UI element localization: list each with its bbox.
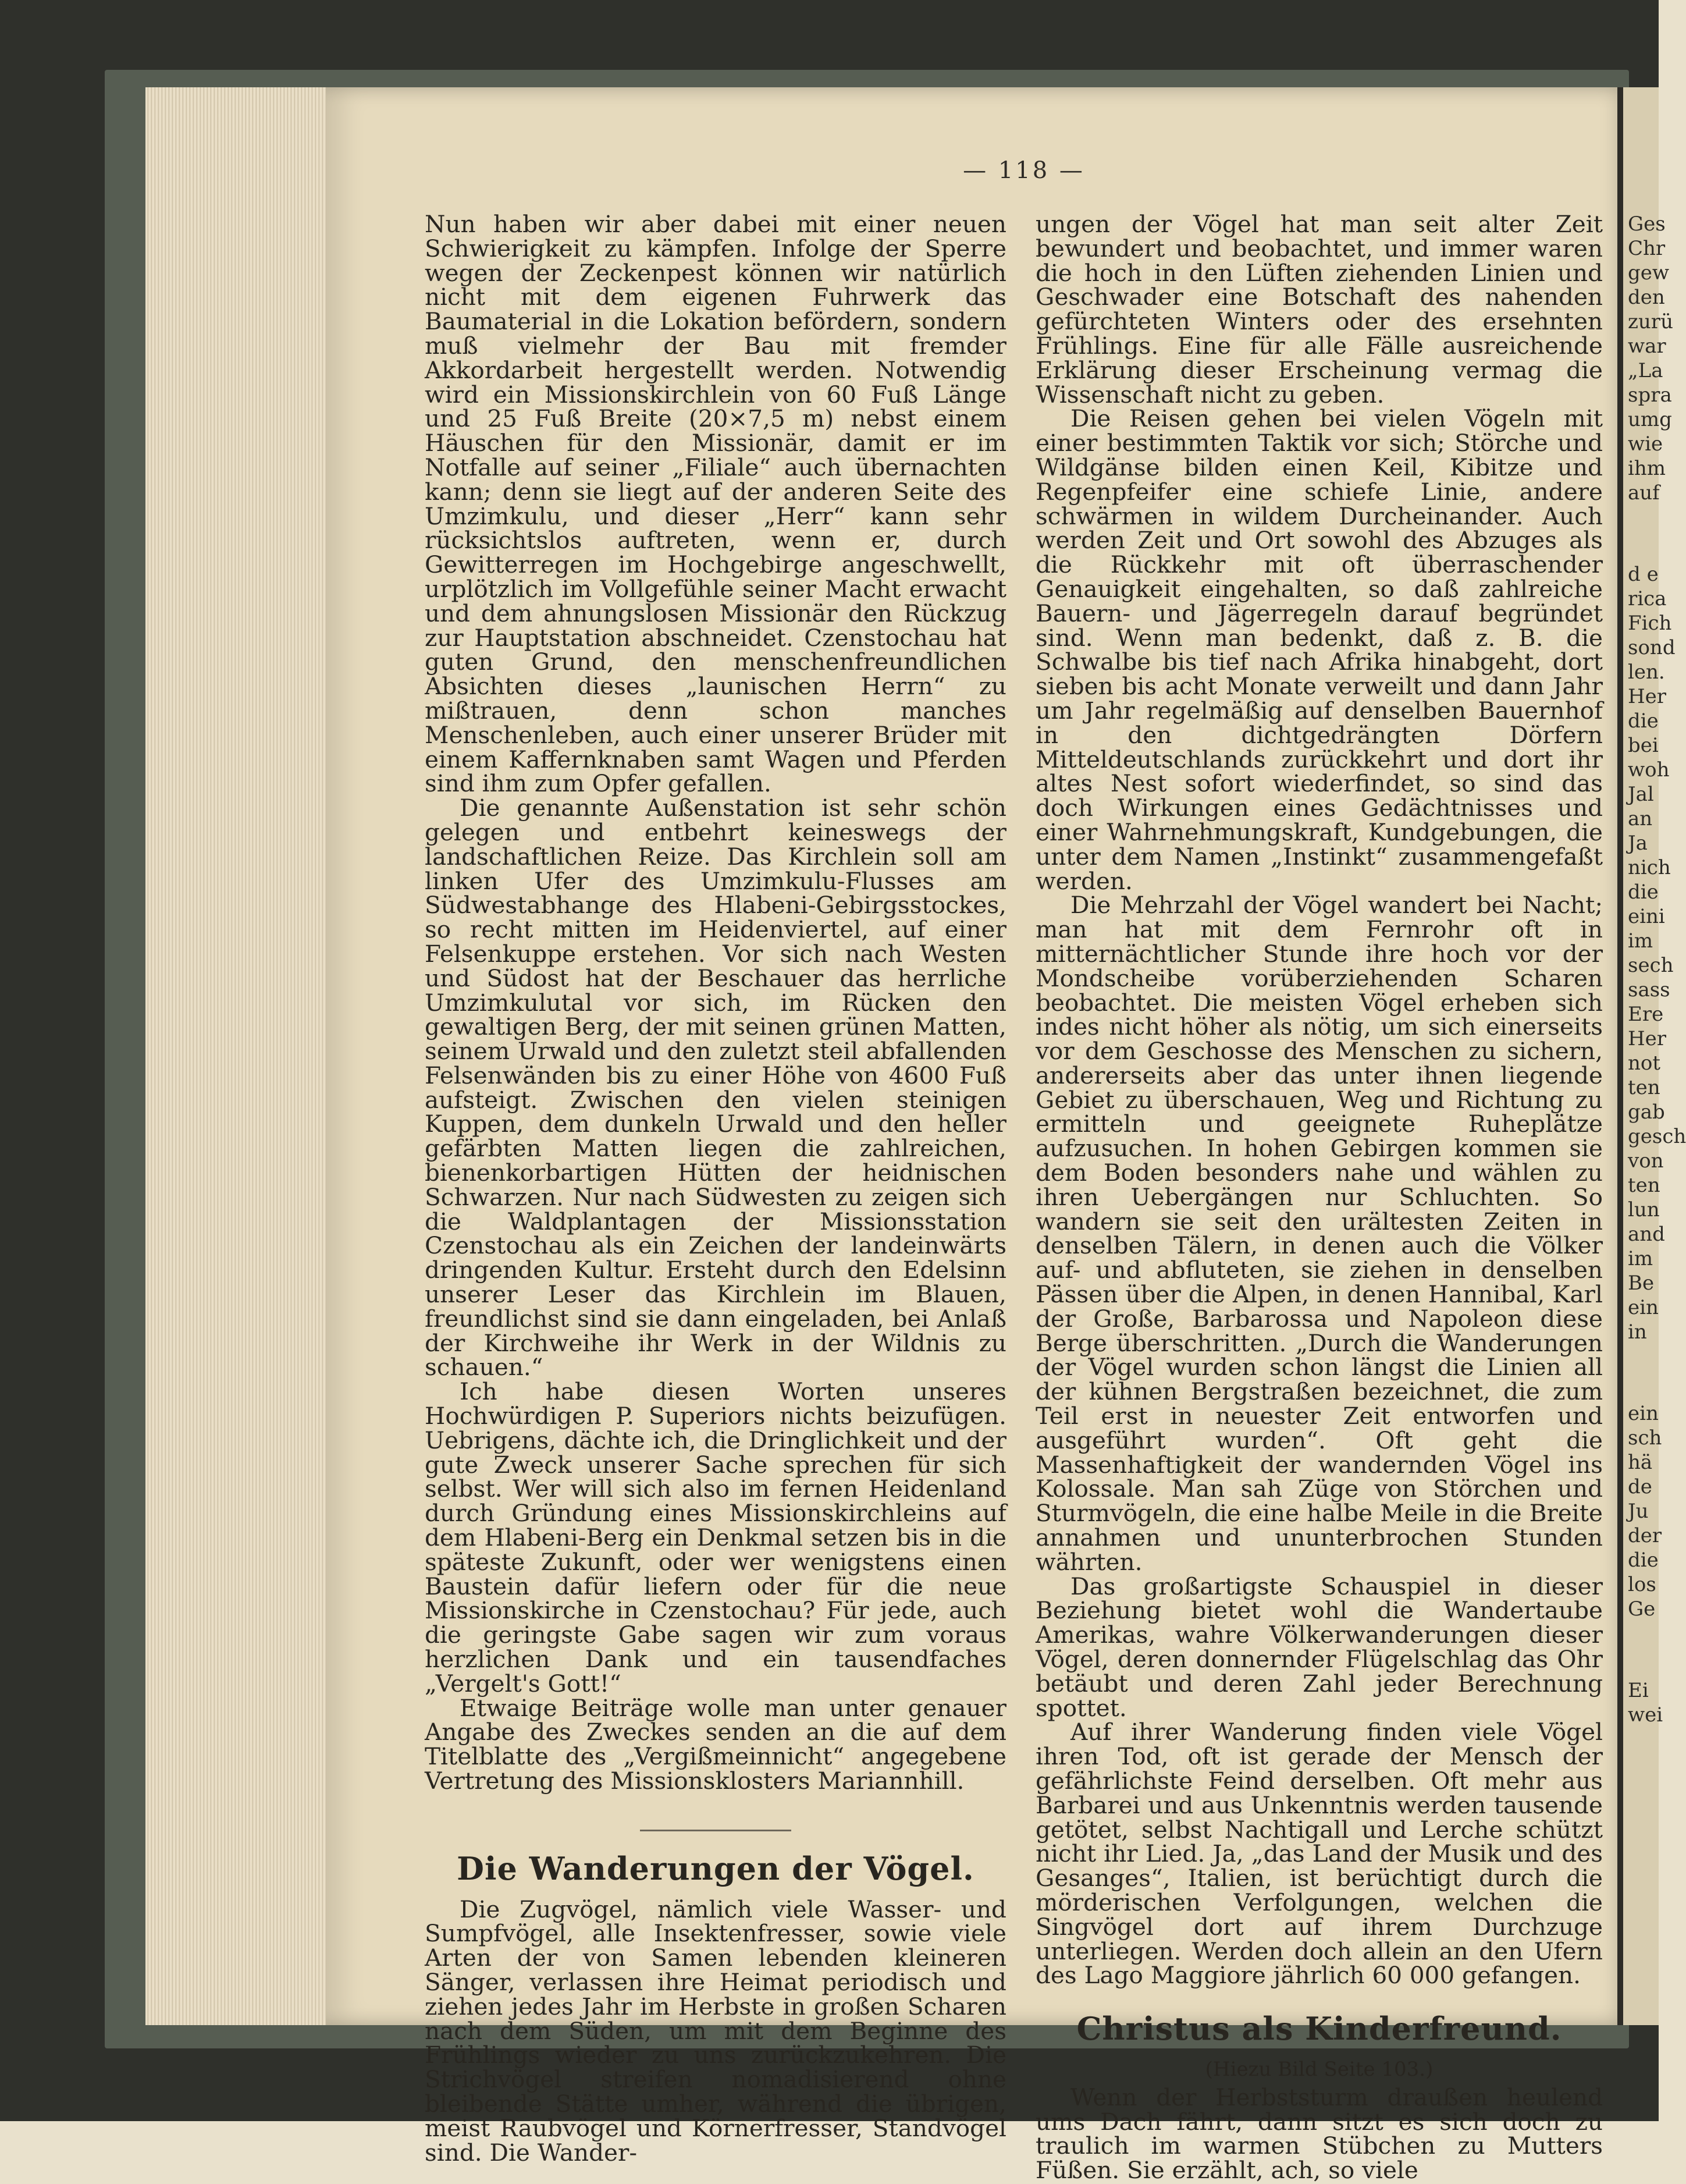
paragraph: Nun haben wir aber dabei mit einer neuen Schwierigkeit zu kämpfen. Infolge der Sperre wegen der Zeckenpest können wir natürlich nicht mit dem eigenen Fuhrwerk das Baumaterial in die Lokation befördern, sondern muß vielmehr der Bau mit fremder Akkordarbeit hergestellt werden. Notwendig wird ein Missionskirchlein von 60 Fuß Länge und 25 Fuß Breite (20×7,5 m) nebst einem Häuschen für den Missionär, damit er im Notfalle auf seiner „Filiale“ auch übernachten kann; denn sie liegt auf der anderen Seite des Umzimkulu, und dieser „Herr“ kann sehr rücksichtslos auftreten, wenn er, durch Gewitterregen im Hochgebirge angeschwellt, urplötzlich im Vollgefühle seiner Macht erwacht und dem ahnungslosen Missionär den Rückzug zur Hauptstation abschneidet. Czenstochau hat guten Grund, den menschenfreundlichen Absichten dieses „launischen Herrn“ zu mißtrauen, denn schon manches Menschenleben, auch einer unserer Brüder mit einem Kaffernknaben samt Wagen und Pferden sind ihm zum Opfer gefallen. <box>425 210 1006 798</box>
next-page-fragment: Ge <box>1628 1597 1656 1621</box>
paragraph: Wenn der Herbststurm draußen heulend ums Dach fährt, dann sitzt es sich doch zu traulich im warmen Stübchen zu Mutters Füßen. Sie erzählt, ach, so viele <box>1036 2083 1603 2184</box>
next-page-fragment: Ju <box>1628 1500 1649 1523</box>
next-page-fragment: sass <box>1628 978 1670 1002</box>
next-page-fragment: wie <box>1628 432 1663 456</box>
next-page-fragment: ten <box>1628 1174 1660 1197</box>
next-page-fragment: spra <box>1628 383 1672 407</box>
paragraph: Die Zugvögel, nämlich viele Wasser- und Sumpfvögel, alle Insektenfresser, sowie viele Arten der von Samen lebenden kleineren Sänger, verlassen ihre Heimat periodisch und ziehen jedes Jahr im Herbste in großen Scharen nach dem Süden, um mit dem Beginne des Frühlings wieder zu uns zurückzukehren. Die Strichvögel streifen nomadisierend ohne bleibende Stätte umher, während die übrigen, meist Raubvögel und Körnerfresser, Standvögel sind. Die Wander- <box>425 1895 1006 2167</box>
next-page-fragment: gesch <box>1628 1125 1686 1148</box>
next-page-fragment: lun <box>1628 1198 1660 1221</box>
next-page-fragment: an <box>1628 807 1653 830</box>
next-page-fragment: im <box>1628 1247 1653 1270</box>
next-page-fragment: d e <box>1628 563 1659 586</box>
next-page-fragment: der <box>1628 1524 1662 1547</box>
next-page-fragment: die <box>1628 880 1659 904</box>
paragraph: Ich habe diesen Worten unseres Hochwürdigen P. Superiors nichts beizufügen. Uebrigens, dächte ich, die Dringlichkeit und der gute Zweck unserer Sache sprechen für sich selbst. Wer will sich also im fernen Heidenland durch Gründung eines Missionskirchleins auf dem Hlabeni-Berg ein Denkmal setzen bis in die späteste Zukunft, oder wer wenigstens einen Baustein dafür liefern oder für die neue Missionskirche in Czenstochau? Für jede, auch die geringste Gabe sagen wir zum voraus herzlichen Dank und ein tausendfaches „Vergelt's Gott!“ <box>425 1377 1006 1698</box>
next-page-fragment: die <box>1628 1549 1659 1572</box>
right-column <box>1036 212 1603 2183</box>
next-page-fragment: eini <box>1628 905 1665 928</box>
next-page-fragment: sch <box>1628 1426 1662 1450</box>
next-page-fragment: Jal <box>1628 783 1654 806</box>
next-page-fragment: Chr <box>1628 237 1666 260</box>
next-page-fragment: wei <box>1628 1703 1663 1727</box>
article-note: (Hiezu Bild Seite 103.) <box>1205 2057 1434 2081</box>
paragraph: Die Mehrzahl der Vögel wandert bei Nacht; man hat mit dem Fernrohr oft in mitternächtlicher Stunde ihre hoch vor der Mondscheibe vorüberziehenden Scharen beobachtet. Die meisten Vögel erheben sich indes nicht höher als nötig, um sich einerseits vor dem Geschosse des Menschen zu sichern, andererseits aber das unter ihnen liegende Gebiet zu überschauen, Weg und Richtung zu ermitteln und geeignete Ruheplätze aufzusuchen. In hohen Gebirgen kommen sie dem Boden besonders nahe und wählen zu ihren Uebergängen nur Schluchten. So wandern sie seit den urältesten Zeiten in denselben Tälern, in denen auch die Völker auf- und abfluteten, sie ziehen in denselben Pässen über die Alpen, in denen Hannibal, Karl der Große, Barbarossa und Napoleon diese Berge überschritten. „Durch die Wanderungen der Vögel wurden schon längst die Linien all der kühnen Bergstraßen bezeichnet, die zum Teil erst in neuester Zeit entworfen und ausgeführt wurden“. Oft geht die Massenhaftigkeit der wandernden Vögel ins Kolossale. Man sah Züge von Störchen und Sturmvögeln, die eine halbe Meile in die Breite annahmen und ununterbrochen Stunden währten. <box>1036 891 1603 1576</box>
next-page-fragment: Her <box>1628 685 1667 708</box>
section-divider <box>640 1830 791 1831</box>
next-page-fragment: hä <box>1628 1451 1653 1474</box>
next-page-fragment: Ges <box>1628 212 1666 236</box>
next-page-fragment: umg <box>1628 408 1672 431</box>
next-page-fragment: in <box>1628 1320 1647 1344</box>
next-page-fragment: Ja <box>1628 832 1648 855</box>
next-page-fragment: rica <box>1628 587 1667 610</box>
next-page-fragment: war <box>1628 335 1666 358</box>
paragraph: Die genannte Außenstation ist sehr schön gelegen und entbehrt keineswegs der landschaftlichen Reize. Das Kirchlein soll am linken Ufer des Umzimkulu-Flusses am Südwestabhange des Hlabeni-Gebirgsstockes, so recht mitten im Heidenviertel, auf einer Felsenkuppe erstehen. Vor sich nach Westen und Südost hat der Beschauer das herrliche Umzimkulutal vor sich, im Rücken den gewaltigen Berg, der mit seinen grünen Matten, seinem Urwald und den zuletzt steil abfallenden Felsenwänden bis zu einer Höhe von 4600 Fuß aufsteigt. Zwischen den vielen steinigen Kuppen, dem dunkeln Urwald und den heller gefärbten Matten liegen die zahlreichen, bienenkorbartigen Hütten der heidnischen Schwarzen. Nur nach Südwesten zu zeigen sich die Waldplantagen der Missionsstation Czenstochau als ein Zeichen der landeinwärts dringenden Kultur. Ersteht durch den Edelsinn unserer Leser das Kirchlein im Blauen, freundlichst sind sie dann eingeladen, bei Anlaß der Kirchweihe ihr Werk in der Wildnis zu schauen.“ <box>425 794 1006 1382</box>
paragraph: Auf ihrer Wanderung finden viele Vögel ihren Tod, oft ist gerade der Mensch der gefährlichste Feind derselben. Oft mehr aus Barbarei und aus Unkenntnis werden tausende getötet, selbst Nachtigall und Lerche schützt nicht ihr Lied. Ja, „das Land der Musik und des Gesanges“, Italien, ist berüchtigt durch die mörderischen Verfolgungen, welchen die Singvögel dort auf ihrem Durchzuge unterliegen. Werden doch allein an den Ufern des Lago Maggiore jährlich 60 000 gefangen. <box>1036 1718 1603 1990</box>
next-page-fragment: de <box>1628 1475 1652 1498</box>
next-page-fragment: gab <box>1628 1100 1665 1124</box>
next-page-fragment: den <box>1628 286 1665 309</box>
page-stack <box>145 87 343 2025</box>
next-page-fragment: bei <box>1628 734 1659 757</box>
next-page-fragment: von <box>1628 1149 1664 1173</box>
next-page-fragment: not <box>1628 1052 1661 1075</box>
next-page-fragment: Ere <box>1628 1003 1664 1026</box>
next-page-fragment: „La <box>1628 359 1663 382</box>
next-page-fragment: gew <box>1628 261 1669 285</box>
page-number: — 118 — <box>963 157 1085 184</box>
next-page-fragment: nich <box>1628 856 1671 879</box>
paragraph: Die Reisen gehen bei vielen Vögeln mit einer bestimmten Taktik vor sich; Störche und Wildgänse bilden einen Keil, Kibitze und Regenpfeifer eine schiefe Linie, andere schwärmen in wildem Durcheinander. Auch werden Zeit und Ort sowohl des Abzuges als die Rückkehr mit oft überraschender Genauigkeit eingehalten, so daß zahlreiche Bauern- und Jägerregeln darauf begründet sind. Wenn man bedenkt, daß z. B. die Schwalbe bis tief nach Afrika hinabgeht, dort sieben bis acht Monate verweilt und dann Jahr um Jahr regelmäßig auf denselben Bauernhof in den dichtgedrängten Dörfern Mitteldeutschlands zurückkehrt und dort ihr altes Nest sofort wiederfindet, so sind das doch Wirkungen eines Gedächtnisses und einer Wahrnehmungskraft, Kundgebungen, die unter dem Namen „Instinkt“ zusammengefaßt werden. <box>1036 404 1603 895</box>
next-page-fragment: ten <box>1628 1076 1660 1099</box>
next-page-edge <box>1623 87 1686 2025</box>
next-page-fragment: los <box>1628 1573 1656 1596</box>
next-page-fragment: im <box>1628 929 1653 953</box>
next-page-fragment: die <box>1628 709 1659 733</box>
article-title: Christus als Kinderfreund. <box>1076 2010 1562 2048</box>
next-page-fragment: sech <box>1628 954 1674 977</box>
left-column <box>425 212 1006 2165</box>
next-page-fragment: ein <box>1628 1402 1659 1425</box>
next-page-fragment: woh <box>1628 758 1670 782</box>
next-page-fragment: Be <box>1628 1272 1655 1295</box>
next-page-fragment: zurü <box>1628 310 1673 333</box>
next-page-fragment: auf <box>1628 481 1660 505</box>
next-page-fragment: Ei <box>1628 1679 1649 1702</box>
next-page-fragment: and <box>1628 1223 1665 1246</box>
next-page-fragment: Fich <box>1628 612 1672 635</box>
next-page-fragment: sond <box>1628 636 1676 659</box>
paragraph: Das großartigste Schauspiel in dieser Beziehung bietet wohl die Wandertaube Amerikas, wahre Völkerwanderungen dieser Vögel, deren donnernder Flügelschlag das Ohr betäubt und deren Zahl jeder Berechnung spottet. <box>1036 1572 1603 1722</box>
next-page-fragment: Her <box>1628 1027 1667 1050</box>
article-title: Die Wanderungen der Vögel. <box>457 1849 974 1887</box>
next-page-fragment: ein <box>1628 1296 1659 1319</box>
paragraph: Etwaige Beiträge wolle man unter genauer Angabe des Zweckes senden an die auf dem Titelblatte des „Vergißmeinnicht“ angegebene Vertretung des Missionsklosters Mariannhill. <box>425 1693 1006 1795</box>
next-page-fragment: len. <box>1628 660 1665 684</box>
paragraph: ungen der Vögel hat man seit alter Zeit bewundert und beobachtet, und immer waren die hoch in den Lüften ziehenden Linien und Geschwader eine Botschaft des nahenden gefürchteten Winters oder des ersehnten Frühlings. Eine für alle Fälle ausreichende Erklärung dieser Erscheinung vermag die Wissenschaft nicht zu geben. <box>1036 210 1603 409</box>
next-page-fragment: ihm <box>1628 457 1666 480</box>
